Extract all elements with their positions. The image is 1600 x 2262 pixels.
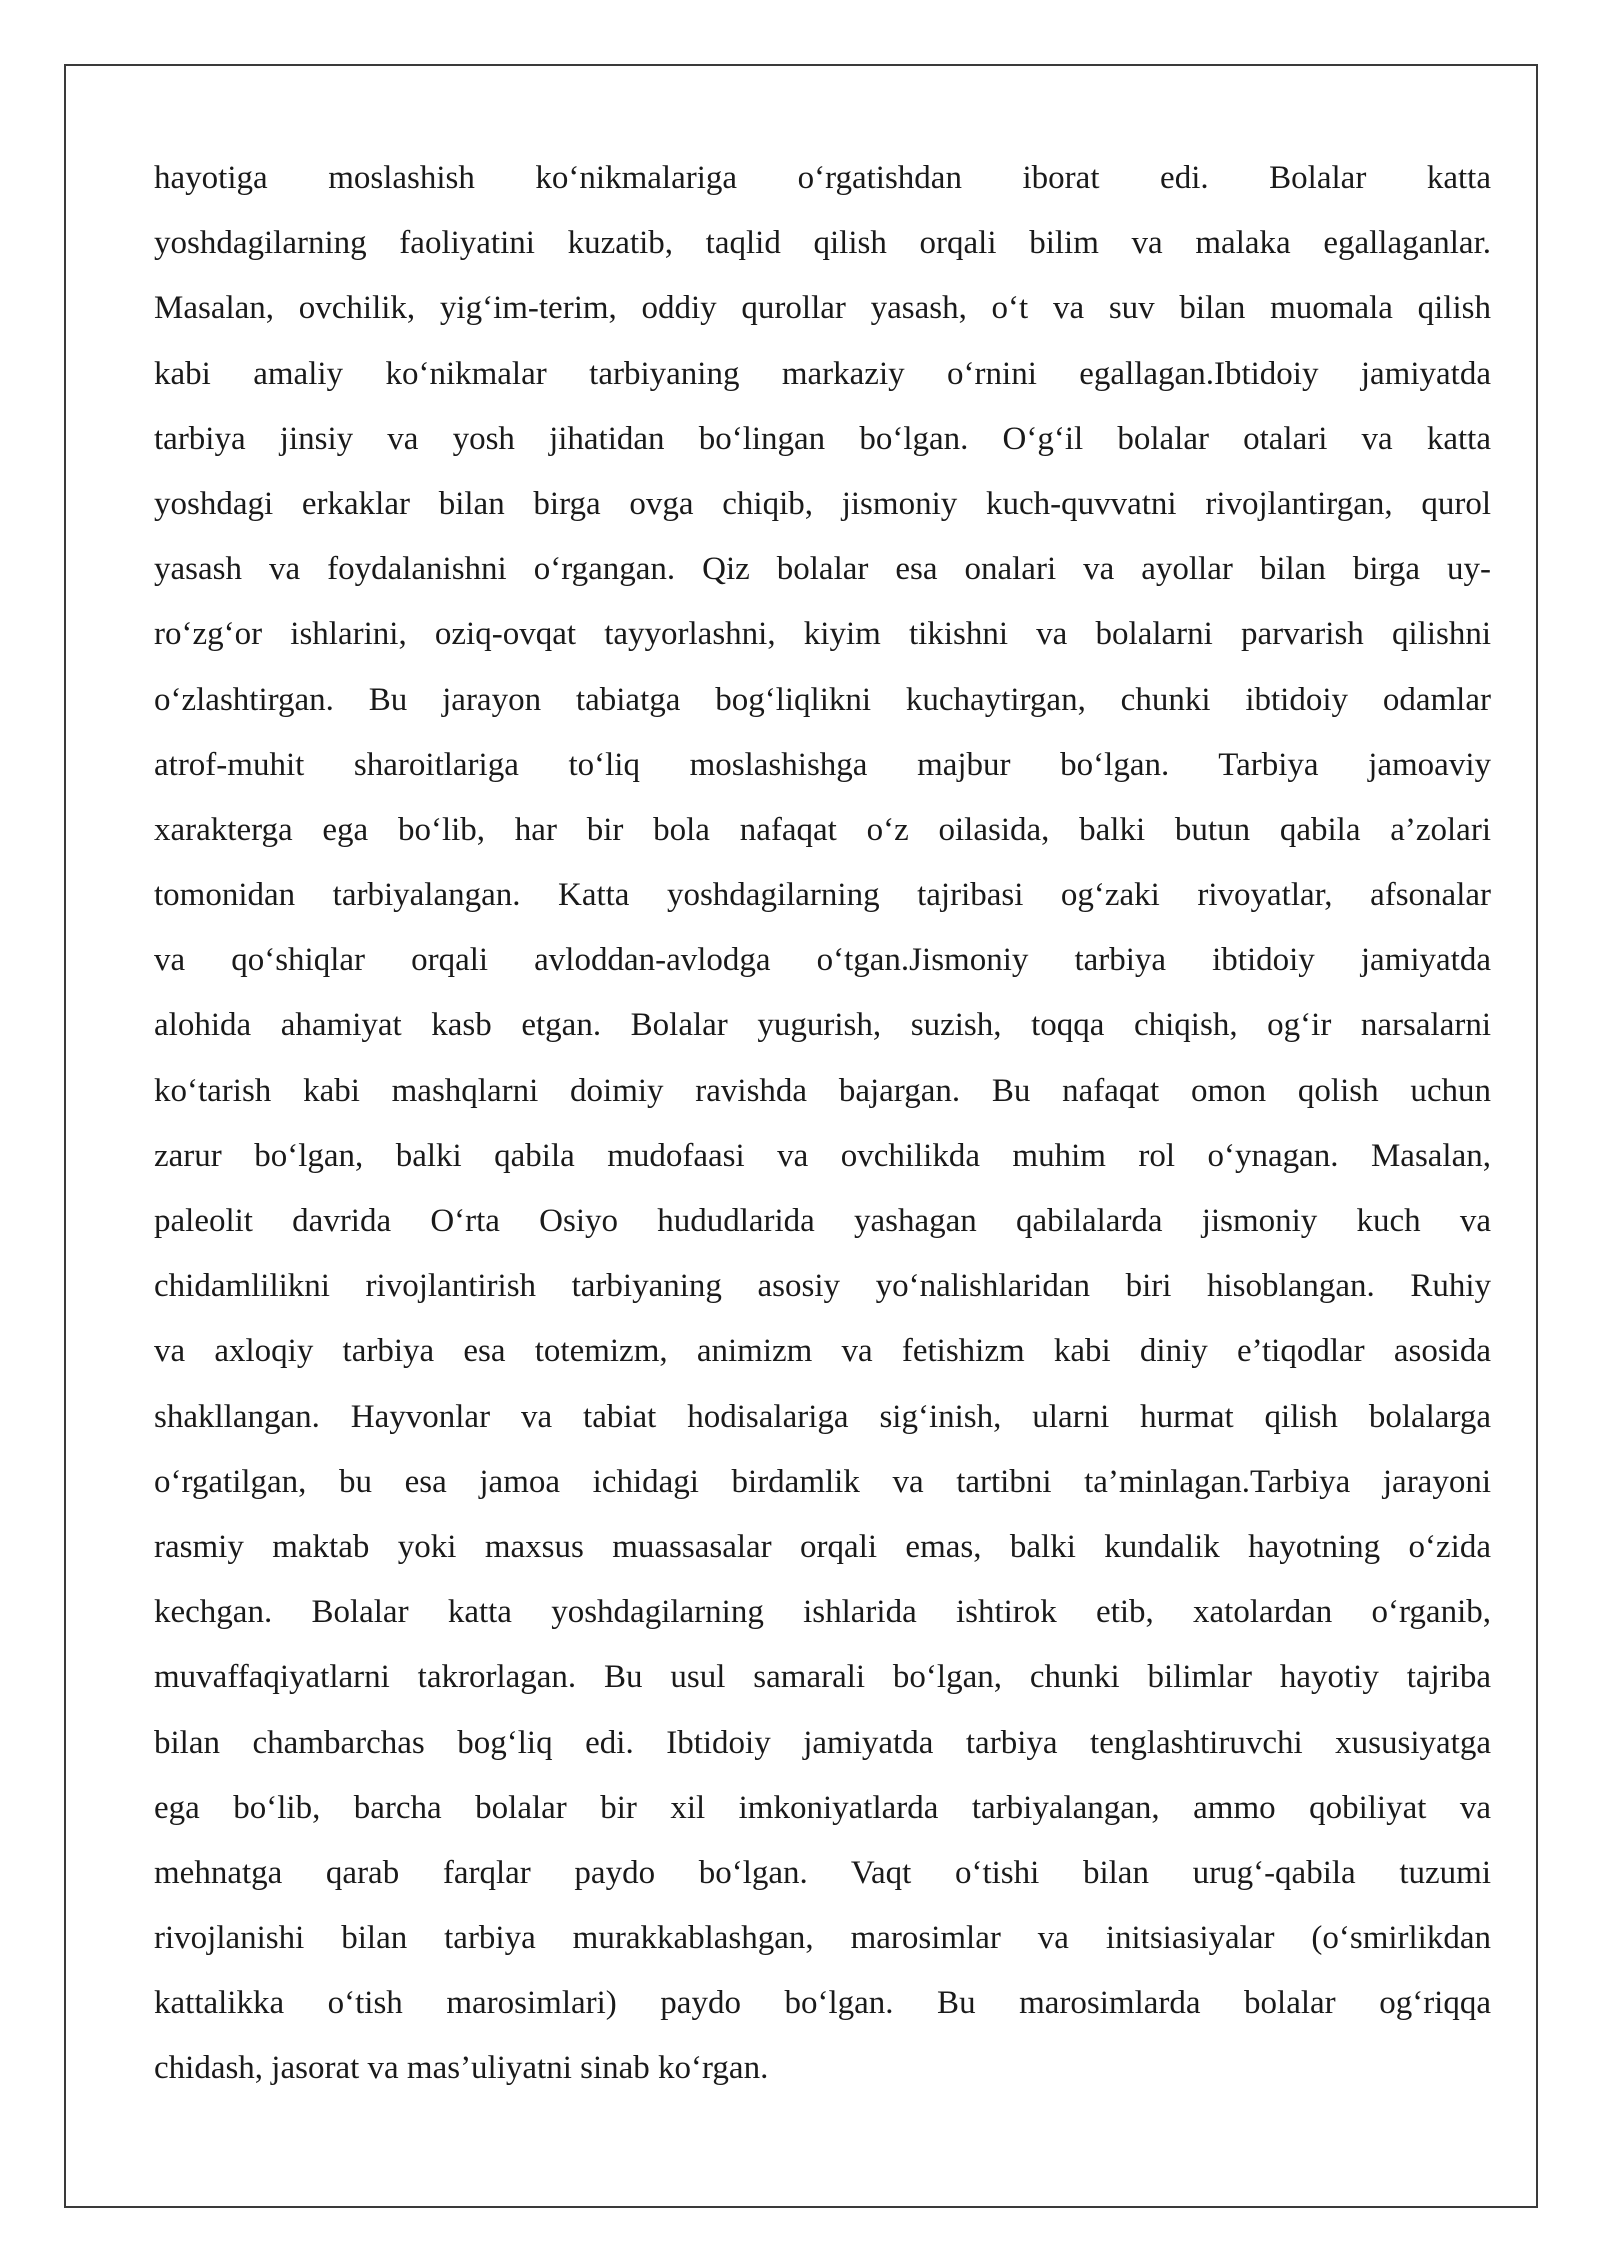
text-line: oʻrgatilgan, bu esa jamoa ichidagi birdamlik va tartibni ta’minlagan.Tarbiya jarayoni <box>154 1463 1491 1500</box>
text-line: rivojlanishi bilan tarbiya murakkablashgan, marosimlar va initsiasiyalar (oʻsmirlikdan <box>154 1920 1491 1957</box>
text-line: yoshdagilarning faoliyatini kuzatib, taqlid qilish orqali bilim va malaka egallaganlar. <box>154 225 1491 262</box>
text-line: alohida ahamiyat kasb etgan. Bolalar yugurish, suzish, toqqa chiqish, ogʻir narsalarni <box>154 1007 1491 1044</box>
text-line: oʻzlashtirgan. Bu jarayon tabiatga bogʻliqlikni kuchaytirgan, chunki ibtidoiy odamlar <box>154 681 1491 718</box>
text-line: roʻzgʻor ishlarini, oziq-ovqat tayyorlashni, kiyim tikishni va bolalarni parvarish qilishni <box>154 616 1491 653</box>
text-line: chidamlilikni rivojlantirish tarbiyaning asosiy yoʻnalishlaridan biri hisoblangan. Ruhiy <box>154 1268 1491 1305</box>
text-line: zarur boʻlgan, balki qabila mudofaasi va ovchilikda muhim rol oʻynagan. Masalan, <box>154 1137 1491 1174</box>
text-line: kabi amaliy koʻnikmalar tarbiyaning markaziy oʻrnini egallagan.Ibtidoiy jamiyatda <box>154 355 1491 392</box>
text-line: hayotiga moslashish koʻnikmalariga oʻrgatishdan iborat edi. Bolalar katta <box>154 160 1491 196</box>
text-line: paleolit davrida Oʻrta Osiyo hududlarida yashagan qabilalarda jismoniy kuch va <box>154 1203 1491 1239</box>
text-line: ega boʻlib, barcha bolalar bir xil imkoniyatlarda tarbiyalangan, ammo qobiliyat va <box>154 1789 1491 1826</box>
text-line: atrof-muhit sharoitlariga toʻliq moslashishga majbur boʻlgan. Tarbiya jamoaviy <box>154 746 1491 783</box>
text-line: koʻtarish kabi mashqlarni doimiy ravishda bajargan. Bu nafaqat omon qolish uchun <box>154 1072 1491 1109</box>
text-line: va axloqiy tarbiya esa totemizm, animizm va fetishizm kabi diniy e’tiqodlar asosida <box>154 1333 1491 1370</box>
text-line: va qoʻshiqlar orqali avloddan-avlodga oʻtgan.Jismoniy tarbiya ibtidoiy jamiyatda <box>154 942 1491 979</box>
text-line: kechgan. Bolalar katta yoshdagilarning ishlarida ishtirok etib, xatolardan oʻrganib, <box>154 1594 1491 1631</box>
text-line: rasmiy maktab yoki maxsus muassasalar orqali emas, balki kundalik hayotning oʻzida <box>154 1528 1491 1565</box>
text-line: muvaffaqiyatlarni takrorlagan. Bu usul samarali boʻlgan, chunki bilimlar hayotiy tajriba <box>154 1659 1491 1696</box>
text-line: bilan chambarchas bogʻliq edi. Ibtidoiy jamiyatda tarbiya tenglashtiruvchi xususiyatga <box>154 1724 1491 1761</box>
text-line: shakllangan. Hayvonlar va tabiat hodisalariga sigʻinish, ularni hurmat qilish bolalarga <box>154 1398 1491 1435</box>
body-paragraph <box>154 146 1491 2102</box>
text-line: yasash va foydalanishni oʻrgangan. Qiz bolalar esa onalari va ayollar bilan birga uy- <box>154 551 1491 588</box>
text-line: kattalikka oʻtish marosimlari) paydo boʻlgan. Bu marosimlarda bolalar ogʻriqqa <box>154 1985 1491 2022</box>
text-line: xarakterga ega boʻlib, har bir bola nafaqat oʻz oilasida, balki butun qabila a’zolari <box>154 811 1491 848</box>
text-line: tarbiya jinsiy va yosh jihatidan boʻlingan boʻlgan. Oʻgʻil bolalar otalari va katta <box>154 420 1491 457</box>
text-line: yoshdagi erkaklar bilan birga ovga chiqib, jismoniy kuch-quvvatni rivojlantirgan, qurol <box>154 485 1491 522</box>
text-line: mehnatga qarab farqlar paydo boʻlgan. Vaqt oʻtishi bilan urugʻ-qabila tuzumi <box>154 1854 1491 1891</box>
text-line: chidash, jasorat va mas’uliyatni sinab koʻrgan. <box>154 2050 769 2087</box>
text-line: Masalan, ovchilik, yigʻim-terim, oddiy qurollar yasash, oʻt va suv bilan muomala qilish <box>154 290 1491 327</box>
text-line: tomonidan tarbiyalangan. Katta yoshdagilarning tajribasi ogʻzaki rivoyatlar, afsonalar <box>154 877 1491 914</box>
